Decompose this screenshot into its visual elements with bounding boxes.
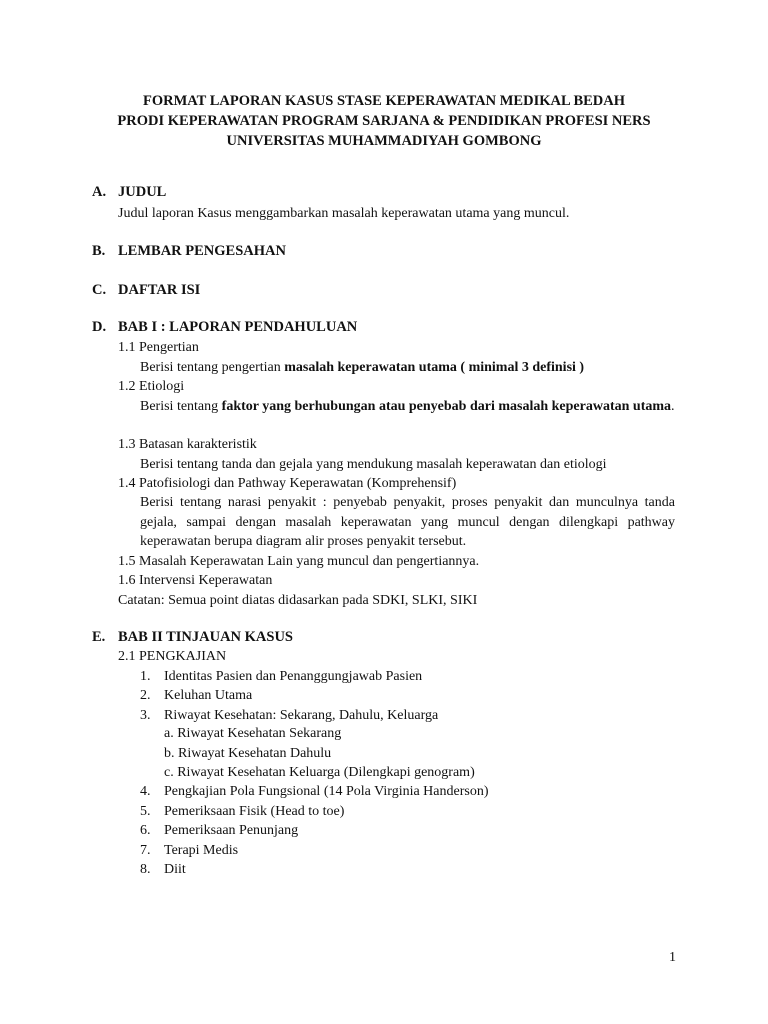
- list-text: Identitas Pasien dan Penanggungjawab Pasien: [164, 669, 423, 684]
- section-title: DAFTAR ISI: [118, 282, 201, 298]
- list-item: [140, 667, 422, 686]
- section-c-heading: [92, 281, 200, 300]
- subsection-2-1-label: 2.1 PENGKAJIAN: [118, 649, 227, 664]
- list-item: [140, 706, 438, 725]
- item-1-1-bold-text: masalah keperawatan utama ( minimal 3 definisi ): [284, 360, 585, 375]
- item-1-2-body: [140, 397, 675, 417]
- list-text: Pengkajian Pola Fungsional (14 Pola Virginia Handerson): [164, 784, 489, 799]
- sub-list-item: b. Riwayat Kesehatan Dahulu: [164, 746, 332, 761]
- section-letter: D.: [92, 319, 107, 335]
- item-1-1-label: 1.1 Pengertian: [118, 340, 199, 355]
- list-number: 1.: [140, 669, 151, 684]
- sub-list-item: c. Riwayat Kesehatan Keluarga (Dilengkapi genogram): [164, 765, 475, 780]
- header-line-3: UNIVERSITAS MUHAMMADIYAH GOMBONG: [226, 133, 542, 149]
- list-text: Terapi Medis: [164, 843, 239, 858]
- item-1-3-label: 1.3 Batasan karakteristik: [118, 437, 257, 452]
- item-1-6-label: 1.6 Intervensi Keperawatan: [118, 573, 273, 588]
- section-a-heading: [92, 183, 166, 202]
- list-text: Pemeriksaan Fisik (Head to toe): [164, 804, 345, 819]
- item-1-3-body: Berisi tentang tanda dan gejala yang mendukung masalah keperawatan dan etiologi: [140, 457, 607, 472]
- section-letter: B.: [92, 243, 106, 259]
- list-number: 2.: [140, 688, 151, 703]
- section-a-body: Judul laporan Kasus menggambarkan masalah keperawatan utama yang muncul.: [118, 206, 570, 221]
- list-number: 7.: [140, 843, 151, 858]
- list-item: [140, 686, 252, 705]
- list-number: 5.: [140, 804, 151, 819]
- section-b-heading: [92, 242, 286, 261]
- list-number: 8.: [140, 862, 151, 877]
- item-1-4-body: Berisi tentang narasi penyakit : penyebab penyakit, proses penyakit dan munculnya tanda gejala, sampai dengan masalah keperawatan yang muncul dengan dilengkapi pathway keperawatan berupa diagram alir proses penyakit tersebut.: [140, 495, 675, 549]
- section-title: BAB I : LAPORAN PENDAHULUAN: [118, 319, 358, 335]
- item-1-1-text: Berisi tentang pengertian: [140, 360, 285, 375]
- list-text: Diit: [164, 862, 186, 877]
- item-1-2-label: 1.2 Etiologi: [118, 379, 185, 394]
- section-title: LEMBAR PENGESAHAN: [118, 243, 286, 259]
- list-number: 4.: [140, 784, 151, 799]
- item-1-5-label: 1.5 Masalah Keperawatan Lain yang muncul dan pengertiannya.: [118, 554, 480, 569]
- item-1-2-text: Berisi tentang: [140, 399, 222, 414]
- list-text: Pemeriksaan Penunjang: [164, 823, 299, 838]
- section-d-heading: [92, 318, 357, 337]
- item-1-4-label: 1.4 Patofisiologi dan Pathway Keperawatan (Komprehensif): [118, 476, 457, 491]
- list-item: [140, 860, 186, 879]
- document-header: [0, 91, 768, 151]
- page-number: 1: [669, 950, 676, 965]
- section-letter: A.: [92, 184, 107, 200]
- section-letter: C.: [92, 282, 107, 298]
- item-1-2-bold-text: faktor yang berhubungan atau penyebab dari masalah keperawatan utama: [221, 399, 672, 414]
- list-item: [140, 821, 298, 840]
- header-line-2: PRODI KEPERAWATAN PROGRAM SARJANA & PENDIDIKAN PROFESI NERS: [117, 113, 651, 129]
- section-e-heading: [92, 628, 293, 647]
- section-d-note: Catatan: Semua point diatas didasarkan pada SDKI, SLKI, SIKI: [118, 593, 478, 608]
- header-line-1: FORMAT LAPORAN KASUS STASE KEPERAWATAN MEDIKAL BEDAH: [142, 93, 626, 109]
- list-item: [140, 802, 344, 821]
- item-1-1-body: [140, 358, 584, 377]
- list-item: [140, 841, 238, 860]
- list-number: 6.: [140, 823, 151, 838]
- list-number: 3.: [140, 708, 151, 723]
- sub-list-item: a. Riwayat Kesehatan Sekarang: [164, 726, 342, 741]
- list-text: Keluhan Utama: [164, 688, 253, 703]
- section-title: JUDUL: [118, 184, 167, 200]
- list-item: [140, 782, 489, 801]
- section-title: BAB II TINJAUAN KASUS: [118, 629, 293, 645]
- section-letter: E.: [92, 629, 106, 645]
- list-text: Riwayat Kesehatan: Sekarang, Dahulu, Keluarga: [164, 708, 439, 723]
- item-1-2-end: .: [671, 399, 675, 414]
